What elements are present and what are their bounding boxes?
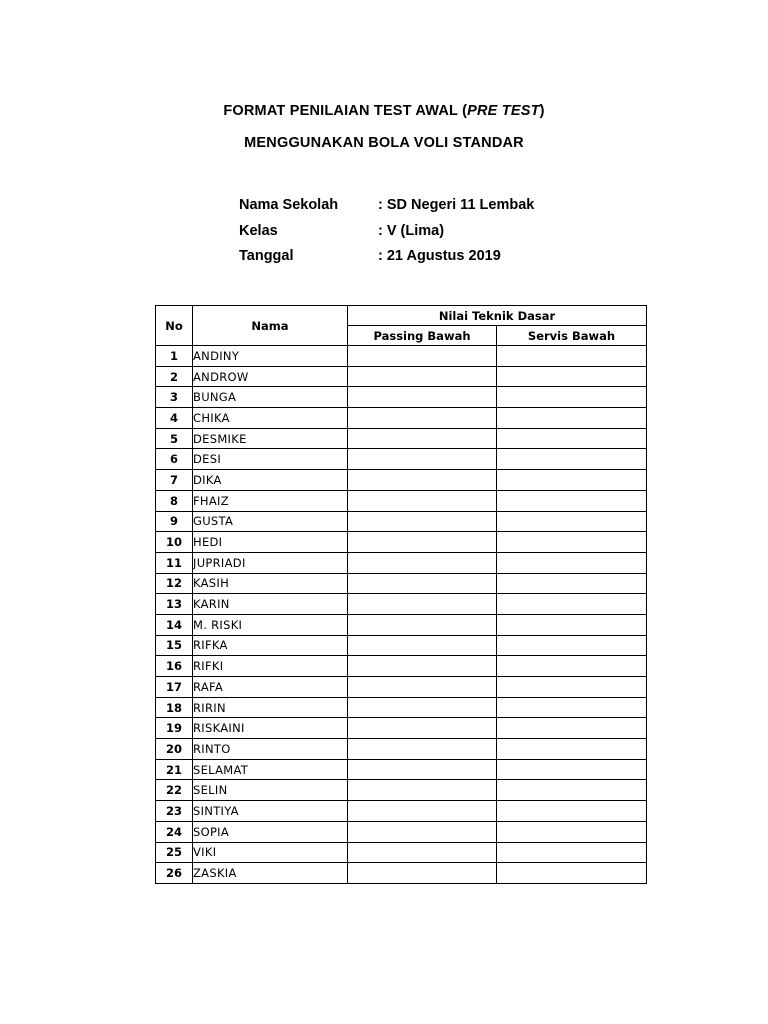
info-value: : 21 Agustus 2019 [378,248,501,264]
student-name: RAFA [193,677,348,698]
passing-score-cell[interactable] [348,780,497,801]
student-name: GUSTA [193,511,348,532]
row-number: 23 [156,801,193,822]
passing-score-cell[interactable] [348,366,497,387]
passing-score-cell[interactable] [348,511,497,532]
servis-score-cell[interactable] [497,656,647,677]
passing-score-cell[interactable] [348,346,497,367]
servis-score-cell[interactable] [497,759,647,780]
student-name: KARIN [193,594,348,615]
servis-score-cell[interactable] [497,470,647,491]
servis-score-cell[interactable] [497,718,647,739]
table-row [156,842,647,863]
table-row [156,511,647,532]
student-name: RISKAINI [193,718,348,739]
servis-score-cell[interactable] [497,387,647,408]
header-group: Nilai Teknik Dasar [348,306,647,326]
table-row [156,594,647,615]
student-name: M. RISKI [193,614,348,635]
header-passing: Passing Bawah [348,326,497,346]
student-name: VIKI [193,842,348,863]
table-row [156,470,647,491]
passing-score-cell[interactable] [348,470,497,491]
passing-score-cell[interactable] [348,759,497,780]
passing-score-cell[interactable] [348,863,497,884]
servis-score-cell[interactable] [497,366,647,387]
row-number: 5 [156,428,193,449]
row-number: 6 [156,449,193,470]
row-number: 24 [156,821,193,842]
servis-score-cell[interactable] [497,408,647,429]
table-row [156,366,647,387]
row-number: 17 [156,677,193,698]
row-number: 21 [156,759,193,780]
row-number: 13 [156,594,193,615]
passing-score-cell[interactable] [348,532,497,553]
student-name: DESMIKE [193,428,348,449]
info-block [239,197,534,274]
info-row-school [239,197,534,223]
passing-score-cell[interactable] [348,428,497,449]
student-name: RIFKA [193,635,348,656]
row-number: 12 [156,573,193,594]
title-italic-text: PRE TEST [467,103,540,119]
student-name: SELIN [193,780,348,801]
title-end-text: ) [539,103,545,119]
info-row-date [239,248,534,274]
servis-score-cell[interactable] [497,821,647,842]
passing-score-cell[interactable] [348,821,497,842]
servis-score-cell[interactable] [497,635,647,656]
servis-score-cell[interactable] [497,863,647,884]
passing-score-cell[interactable] [348,387,497,408]
student-name: KASIH [193,573,348,594]
passing-score-cell[interactable] [348,718,497,739]
document-subtitle: MENGGUNAKAN BOLA VOLI STANDAR [244,135,524,151]
row-number: 22 [156,780,193,801]
table-row [156,635,647,656]
row-number: 25 [156,842,193,863]
servis-score-cell[interactable] [497,780,647,801]
table-row [156,573,647,594]
info-label: Nama Sekolah [239,197,339,213]
row-number: 9 [156,511,193,532]
servis-score-cell[interactable] [497,739,647,760]
servis-score-cell[interactable] [497,801,647,822]
table-row [156,780,647,801]
table-row [156,552,647,573]
passing-score-cell[interactable] [348,635,497,656]
student-name: HEDI [193,532,348,553]
passing-score-cell[interactable] [348,697,497,718]
student-name: ANDINY [193,346,348,367]
table-row [156,408,647,429]
student-name: SINTIYA [193,801,348,822]
table-row [156,449,647,470]
document-title [0,103,768,119]
table-row [156,428,647,449]
student-name: DIKA [193,470,348,491]
student-name: SOPIA [193,821,348,842]
header-no: No [156,306,193,346]
student-name: RINTO [193,739,348,760]
row-number: 8 [156,490,193,511]
servis-score-cell[interactable] [497,573,647,594]
student-name: ZASKIA [193,863,348,884]
student-name: CHIKA [193,408,348,429]
table-row [156,387,647,408]
passing-score-cell[interactable] [348,739,497,760]
student-name: DESI [193,449,348,470]
row-number: 19 [156,718,193,739]
servis-score-cell[interactable] [497,449,647,470]
row-number: 7 [156,470,193,491]
row-number: 15 [156,635,193,656]
student-name: BUNGA [193,387,348,408]
info-label: Tanggal [239,248,294,264]
table-body [156,346,647,884]
table-row [156,863,647,884]
info-value: : SD Negeri 11 Lembak [378,197,535,213]
row-number: 20 [156,739,193,760]
info-label: Kelas [239,222,278,239]
row-number: 10 [156,532,193,553]
servis-score-cell[interactable] [497,614,647,635]
student-name: JUPRIADI [193,552,348,573]
header-name: Nama [193,306,348,346]
table-row [156,490,647,511]
table-row [156,532,647,553]
passing-score-cell[interactable] [348,408,497,429]
passing-score-cell[interactable] [348,677,497,698]
title-main-text: FORMAT PENILAIAN TEST AWAL ( [223,103,468,119]
servis-score-cell[interactable] [497,552,647,573]
servis-score-cell[interactable] [497,677,647,698]
passing-score-cell[interactable] [348,801,497,822]
table-header [156,306,647,346]
student-name: RIRIN [193,697,348,718]
passing-score-cell[interactable] [348,842,497,863]
row-number: 26 [156,863,193,884]
student-name: SELAMAT [193,759,348,780]
passing-score-cell[interactable] [348,552,497,573]
passing-score-cell[interactable] [348,573,497,594]
row-number: 11 [156,552,193,573]
student-name: ANDROW [193,366,348,387]
servis-score-cell[interactable] [497,346,647,367]
row-number: 3 [156,387,193,408]
table-row [156,759,647,780]
table-row [156,697,647,718]
table-row [156,614,647,635]
table-row [156,677,647,698]
passing-score-cell[interactable] [348,614,497,635]
table-row [156,801,647,822]
info-value: : V (Lima) [378,222,445,239]
info-row-class [239,223,534,249]
servis-score-cell[interactable] [497,842,647,863]
table-row [156,821,647,842]
servis-score-cell[interactable] [497,594,647,615]
servis-score-cell[interactable] [497,697,647,718]
table-row [156,656,647,677]
passing-score-cell[interactable] [348,449,497,470]
servis-score-cell[interactable] [497,532,647,553]
row-number: 16 [156,656,193,677]
student-name: RIFKI [193,656,348,677]
table-row [156,718,647,739]
student-name: FHAIZ [193,490,348,511]
row-number: 2 [156,366,193,387]
passing-score-cell[interactable] [348,656,497,677]
assessment-table [155,305,647,884]
table-row [156,739,647,760]
row-number: 14 [156,614,193,635]
passing-score-cell[interactable] [348,490,497,511]
servis-score-cell[interactable] [497,428,647,449]
header-servis: Servis Bawah [497,326,647,346]
row-number: 1 [156,346,193,367]
row-number: 18 [156,697,193,718]
servis-score-cell[interactable] [497,511,647,532]
passing-score-cell[interactable] [348,594,497,615]
row-number: 4 [156,408,193,429]
table-row [156,346,647,367]
servis-score-cell[interactable] [497,490,647,511]
